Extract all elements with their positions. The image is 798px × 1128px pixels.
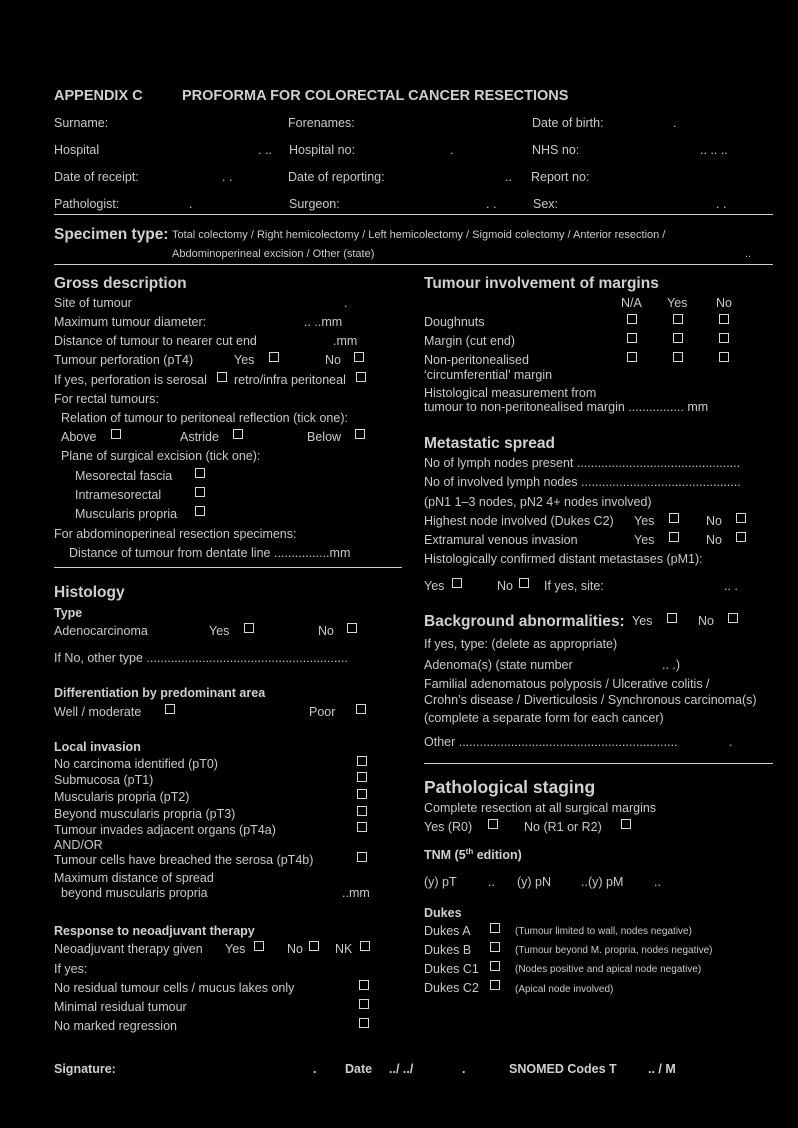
- nhs-no-dots: .. .. ..: [700, 143, 728, 157]
- neo-no-checkbox[interactable]: [309, 941, 319, 951]
- nonperi-na-checkbox[interactable]: [627, 352, 637, 362]
- pt1-checkbox[interactable]: [357, 772, 367, 782]
- background-if-yes: If yes, type: (delete as appropriate): [424, 637, 618, 651]
- other-abnormality-label: Other ...............................................................: [424, 735, 678, 749]
- differentiation-title: Differentiation by predominant area: [54, 686, 266, 700]
- divider: [54, 264, 773, 265]
- pt0-checkbox[interactable]: [357, 756, 367, 766]
- complete-resection-label: Complete resection at all surgical margins: [424, 801, 657, 815]
- no-regression-label: No marked regression: [54, 1019, 177, 1033]
- perforation-no-checkbox[interactable]: [354, 352, 364, 362]
- distant-site-dots: .. .: [724, 579, 738, 593]
- neo-given-label: Neoadjuvant therapy given: [54, 942, 203, 956]
- other-abnormality-dot: .: [729, 735, 733, 749]
- dukes-b-note: (Tumour beyond M. propria, nodes negative): [515, 945, 713, 956]
- pt2-checkbox[interactable]: [357, 789, 367, 799]
- dukes-a-label: Dukes A: [424, 924, 471, 938]
- metastatic-title: Metastatic spread: [424, 435, 555, 452]
- histology-title: Histology: [54, 584, 125, 601]
- tnm-sup: th: [465, 847, 474, 856]
- r1-label: No (R1 or R2): [524, 820, 602, 834]
- margins-col-yes: Yes: [667, 296, 688, 310]
- pt4b-checkbox[interactable]: [357, 852, 367, 862]
- distant-no-checkbox[interactable]: [519, 578, 529, 588]
- well-moderate-checkbox[interactable]: [165, 704, 175, 714]
- r0-checkbox[interactable]: [488, 819, 498, 829]
- specimen-other-dots: ..: [745, 248, 752, 260]
- background-no-checkbox[interactable]: [728, 613, 738, 623]
- hospital-label: Hospital: [54, 143, 100, 157]
- snomed-m-label: .. / M: [648, 1062, 676, 1076]
- date-receipt-dots: . .: [222, 170, 233, 184]
- surgeon-dots: . .: [486, 197, 497, 211]
- dukes-b-checkbox[interactable]: [490, 942, 500, 952]
- neo-if-yes-label: If yes:: [54, 962, 88, 976]
- doughnuts-no-checkbox[interactable]: [719, 314, 729, 324]
- andor-label: AND/OR: [54, 838, 103, 852]
- distant-site-label: If yes, site:: [544, 579, 604, 593]
- poor-label: Poor: [309, 705, 336, 719]
- specimen-types-line2: Abdominoperineal excision / Other (state): [172, 248, 375, 260]
- signature-label: Signature:: [54, 1062, 116, 1076]
- dukes-title: Dukes: [424, 906, 462, 920]
- specimen-type-label: Specimen type:: [54, 226, 169, 243]
- dukes-c1-note: (Nodes positive and apical node negative): [515, 964, 702, 975]
- adeno-no-label: No: [318, 624, 334, 638]
- nonperi-label-2: ‘circumferential’ margin: [424, 368, 553, 382]
- no-regression-checkbox[interactable]: [359, 1018, 369, 1028]
- distant-label: Histologically confirmed distant metastases (pM1):: [424, 552, 703, 566]
- margins-col-no: No: [716, 296, 732, 310]
- serosal-checkbox[interactable]: [217, 372, 227, 382]
- nonperi-yes-checkbox[interactable]: [673, 352, 683, 362]
- pn-note: (pN1 1–3 nodes, pN2 4+ nodes involved): [424, 495, 652, 509]
- margins-title: Tumour involvement of margins: [424, 275, 659, 292]
- nonperi-no-checkbox[interactable]: [719, 352, 729, 362]
- dukes-b-label: Dukes B: [424, 943, 472, 957]
- extramural-yes-checkbox[interactable]: [669, 532, 679, 542]
- adenoma-dots: .. .): [662, 658, 681, 672]
- relation-label: Relation of tumour to peritoneal reflection (tick one):: [61, 411, 348, 425]
- background-yes-checkbox[interactable]: [667, 613, 677, 623]
- highest-yes-checkbox[interactable]: [669, 513, 679, 523]
- neo-nk-label: NK: [335, 942, 353, 956]
- perforation-label: Tumour perforation (pT4): [54, 353, 194, 367]
- doughnuts-label: Doughnuts: [424, 315, 485, 329]
- pt1-label: Submucosa (pT1): [54, 773, 154, 787]
- form-title: PROFORMA FOR COLORECTAL CANCER RESECTIONS: [182, 88, 569, 104]
- date-dot: .: [462, 1062, 466, 1076]
- above-label: Above: [61, 430, 97, 444]
- type-title: Type: [54, 606, 83, 620]
- fap-line-1: Familial adenomatous polyposis / Ulcerative colitis /: [424, 677, 710, 691]
- date-label: Date: [345, 1062, 373, 1076]
- ypt-label: (y) pT: [424, 875, 457, 889]
- intramesorectal-checkbox[interactable]: [195, 487, 205, 497]
- dob-dots: .: [673, 116, 677, 130]
- dentate-label: Distance of tumour from dentate line ................mm: [69, 546, 351, 560]
- gross-description-title: Gross description: [54, 275, 187, 292]
- retro-label: retro/infra peritoneal: [234, 373, 346, 387]
- distance-unit: .mm: [333, 334, 358, 348]
- neo-yes-checkbox[interactable]: [254, 941, 264, 951]
- ypt-dots: ..: [488, 875, 495, 889]
- perforation-yes-label: Yes: [234, 353, 255, 367]
- signature-dot: .: [313, 1062, 317, 1076]
- adeno-yes-checkbox[interactable]: [244, 623, 254, 633]
- snomed-label: SNOMED Codes T: [509, 1062, 617, 1076]
- background-yes-label: Yes: [632, 614, 653, 628]
- pathologist-label: Pathologist:: [54, 197, 120, 211]
- pt2-label: Muscularis propria (pT2): [54, 790, 190, 804]
- margin-cut-label: Margin (cut end): [424, 334, 516, 348]
- distance-label: Distance of tumour to nearer cut end: [54, 334, 257, 348]
- adeno-yes-label: Yes: [209, 624, 230, 638]
- max-spread-label-1: Maximum distance of spread: [54, 871, 214, 885]
- tnm-text: TNM (5: [424, 848, 466, 863]
- date-reporting-label: Date of reporting:: [288, 170, 385, 184]
- hist-measure-label-2: tumour to non-peritonealised margin ................ mm: [424, 400, 709, 414]
- highest-no-checkbox[interactable]: [736, 513, 746, 523]
- max-spread-label-2: beyond muscularis propria: [61, 886, 208, 900]
- perforation-yes-checkbox[interactable]: [269, 352, 279, 362]
- other-type-label: If No, other type ..........................................................: [54, 651, 348, 665]
- site-dots: .: [344, 296, 348, 310]
- extramural-label: Extramural venous invasion: [424, 533, 578, 547]
- background-title: [424, 614, 625, 630]
- pt4b-label: Tumour cells have breached the serosa (pT4b): [54, 853, 314, 867]
- max-diameter-unit: .. ..mm: [304, 315, 343, 329]
- fap-line-3: (complete a separate form for each cancer): [424, 711, 664, 725]
- hospital-no-dots: .: [450, 143, 454, 157]
- dukes-a-note: (Tumour limited to wall, nodes negative): [515, 926, 692, 937]
- site-label: Site of tumour: [54, 296, 132, 310]
- doughnuts-na-checkbox[interactable]: [627, 314, 637, 324]
- r1-checkbox[interactable]: [621, 819, 631, 829]
- date-receipt-label: Date of receipt:: [54, 170, 139, 184]
- poor-checkbox[interactable]: [356, 704, 366, 714]
- extramural-no-label: No: [706, 533, 722, 547]
- extramural-no-checkbox[interactable]: [736, 532, 746, 542]
- distant-yes-checkbox[interactable]: [452, 578, 462, 588]
- distant-yes-label: Yes: [424, 579, 445, 593]
- dob-label: Date of birth:: [532, 116, 604, 130]
- extramural-yes-label: Yes: [634, 533, 655, 547]
- no-residual-label: No residual tumour cells / mucus lakes only: [54, 981, 295, 995]
- hist-measure-label-1: Histological measurement from: [424, 386, 597, 400]
- above-checkbox[interactable]: [111, 429, 121, 439]
- well-moderate-label: Well / moderate: [54, 705, 142, 719]
- dukes-c2-label: Dukes C2: [424, 981, 479, 995]
- highest-yes-label: Yes: [634, 514, 655, 528]
- minimal-residual-checkbox[interactable]: [359, 999, 369, 1009]
- rectal-label: For rectal tumours:: [54, 392, 159, 406]
- pathologist-dots: .: [189, 197, 193, 211]
- nhs-no-label: NHS no:: [532, 143, 580, 157]
- distant-no-label: No: [497, 579, 513, 593]
- intramesorectal-label: Intramesorectal: [75, 488, 162, 502]
- date-format: ../ ../: [389, 1062, 414, 1076]
- fap-line-2: Crohn’s disease / Diverticulosis / Synchronous carcinoma(s): [424, 693, 757, 707]
- appendix-label: APPENDIX C: [54, 88, 143, 104]
- ypm-label: ..(y) pM: [581, 875, 624, 889]
- dukes-a-checkbox[interactable]: [490, 923, 500, 933]
- date-reporting-dots: ..: [505, 170, 512, 184]
- r0-label: Yes (R0): [424, 820, 473, 834]
- neoadjuvant-title: Response to neoadjuvant therapy: [54, 924, 255, 938]
- astride-label: Astride: [180, 430, 219, 444]
- serosal-label: If yes, perforation is serosal: [54, 373, 207, 387]
- below-label: Below: [307, 430, 342, 444]
- max-diameter-label: Maximum tumour diameter:: [54, 315, 207, 329]
- highest-no-label: No: [706, 514, 722, 528]
- minimal-residual-label: Minimal residual tumour: [54, 1000, 187, 1014]
- mesorectal-checkbox[interactable]: [195, 468, 205, 478]
- margin-cut-no-checkbox[interactable]: [719, 333, 729, 343]
- hospital-dots: . ..: [258, 143, 272, 157]
- adeno-no-checkbox[interactable]: [347, 623, 357, 633]
- local-invasion-title: Local invasion: [54, 740, 141, 754]
- apr-label: For abdominoperineal resection specimens:: [54, 527, 297, 541]
- doughnuts-yes-checkbox[interactable]: [673, 314, 683, 324]
- hospital-no-label: Hospital no:: [289, 143, 356, 157]
- perforation-no-label: No: [325, 353, 341, 367]
- muscularis-plane-checkbox[interactable]: [195, 506, 205, 516]
- adenoma-label: Adenoma(s) (state number: [424, 658, 573, 672]
- muscularis-plane-label: Muscularis propria: [75, 507, 178, 521]
- margins-col-na: N/A: [621, 296, 642, 310]
- max-spread-unit: ..mm: [342, 886, 370, 900]
- tnm-title: [424, 848, 522, 862]
- background-title-colon: :: [619, 613, 625, 630]
- tnm-text-end: edition): [473, 848, 522, 863]
- nodes-present-label: No of lymph nodes present ...............................................: [424, 456, 741, 470]
- sex-dots: . .: [716, 197, 727, 211]
- staging-title: Pathological staging: [424, 777, 596, 797]
- nodes-involved-label: No of involved lymph nodes ..............................................: [424, 475, 741, 489]
- dukes-c2-note: (Apical node involved): [515, 984, 614, 995]
- no-residual-checkbox[interactable]: [359, 980, 369, 990]
- neo-no-label: No: [287, 942, 303, 956]
- divider: [54, 567, 402, 568]
- specimen-types-line1: Total colectomy / Right hemicolectomy / Left hemicolectomy / Sigmoid colectomy / Anterior resection /: [172, 229, 666, 241]
- margin-cut-yes-checkbox[interactable]: [673, 333, 683, 343]
- forenames-label: Forenames:: [288, 116, 355, 130]
- dukes-c1-label: Dukes C1: [424, 962, 479, 976]
- ypm-dots: ..: [654, 875, 661, 889]
- pt0-label: No carcinoma identified (pT0): [54, 757, 218, 771]
- pt4a-checkbox[interactable]: [357, 822, 367, 832]
- pt3-label: Beyond muscularis propria (pT3): [54, 807, 236, 821]
- retro-checkbox[interactable]: [356, 372, 366, 382]
- sex-label: Sex:: [533, 197, 559, 211]
- surname-label: Surname:: [54, 116, 109, 130]
- neo-yes-label: Yes: [225, 942, 246, 956]
- astride-checkbox[interactable]: [233, 429, 243, 439]
- nonperi-label-1: Non-peritonealised: [424, 353, 529, 367]
- mesorectal-label: Mesorectal fascia: [75, 469, 173, 483]
- background-title-text: Background abnormalities: [424, 613, 620, 630]
- pt4a-label: Tumour invades adjacent organs (pT4a): [54, 823, 276, 837]
- highest-node-label: Highest node involved (Dukes C2): [424, 514, 614, 528]
- dukes-c2-checkbox[interactable]: [490, 980, 500, 990]
- neo-nk-checkbox[interactable]: [360, 941, 370, 951]
- surgeon-label: Surgeon:: [289, 197, 340, 211]
- dukes-c1-checkbox[interactable]: [490, 961, 500, 971]
- plane-label: Plane of surgical excision (tick one):: [61, 449, 261, 463]
- below-checkbox[interactable]: [355, 429, 365, 439]
- divider: [424, 763, 773, 764]
- background-no-label: No: [698, 614, 714, 628]
- margin-cut-na-checkbox[interactable]: [627, 333, 637, 343]
- adenocarcinoma-label: Adenocarcinoma: [54, 624, 148, 638]
- ypn-label: (y) pN: [517, 875, 552, 889]
- report-no-label: Report no:: [531, 170, 590, 184]
- divider: [54, 214, 773, 215]
- pt3-checkbox[interactable]: [357, 806, 367, 816]
